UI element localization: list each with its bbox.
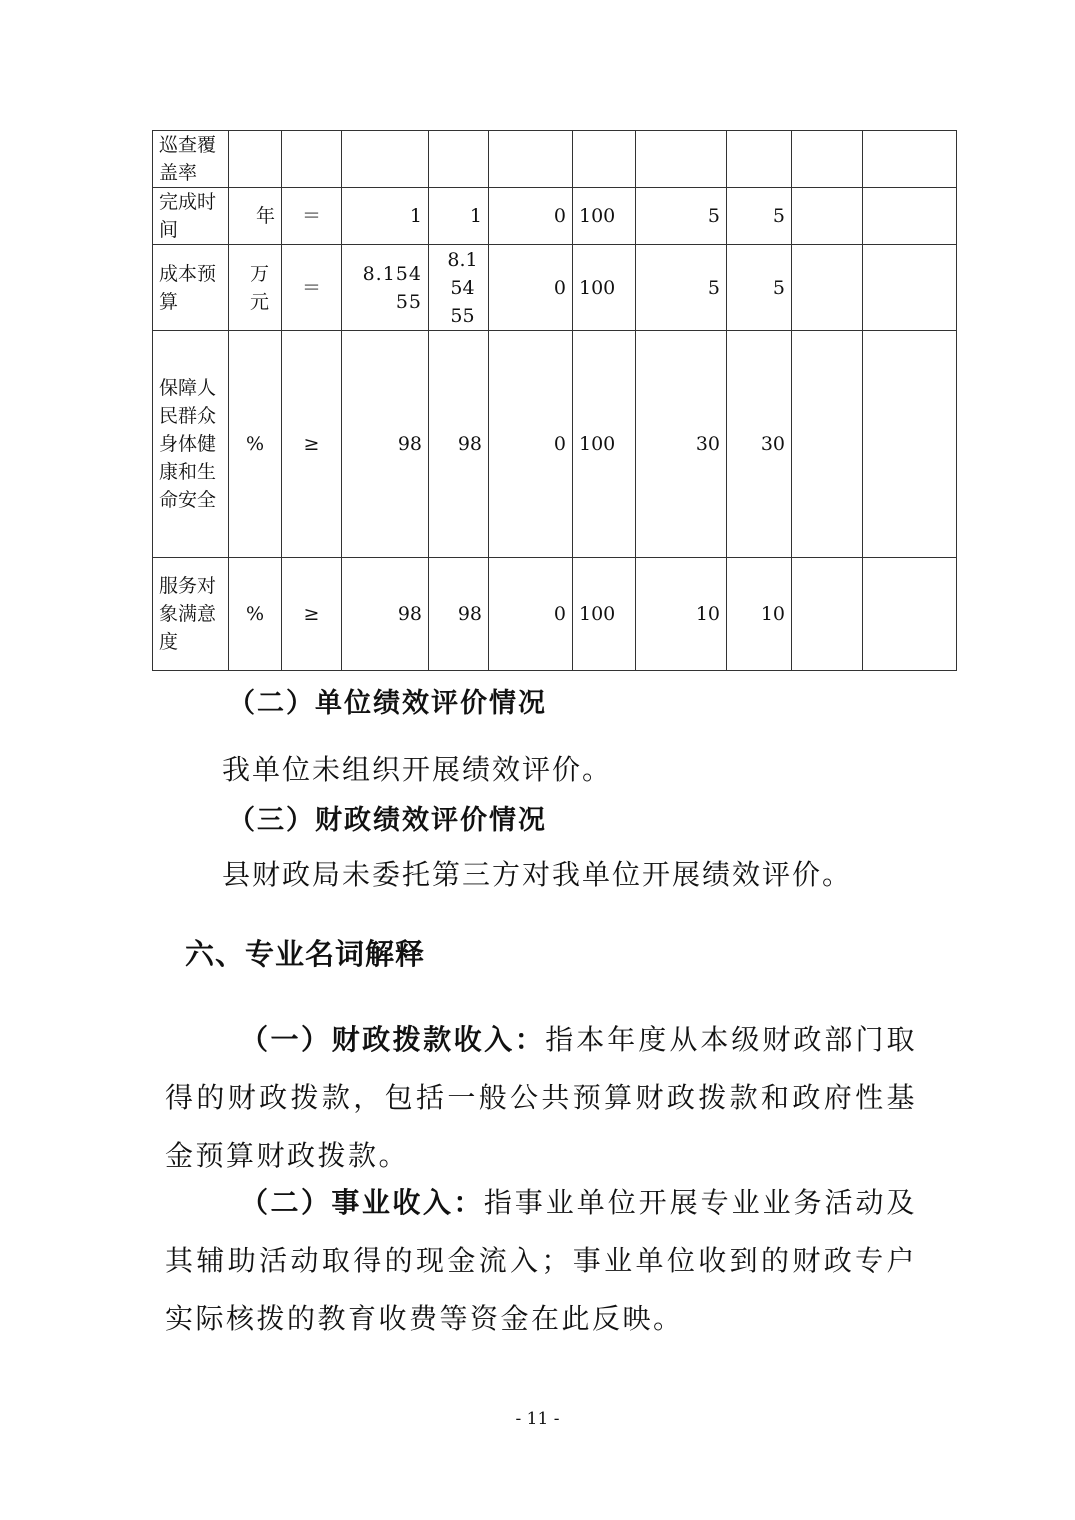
indicator-score-rate: 100	[573, 331, 636, 558]
terms-heading: 六、专业名词解释	[185, 937, 426, 971]
table-row	[153, 245, 957, 331]
indicator-note	[863, 558, 957, 671]
term-definition	[165, 1011, 917, 1185]
indicator-unit: 年	[229, 188, 282, 245]
indicator-deviation: 0	[489, 331, 573, 558]
indicator-note	[792, 131, 863, 188]
indicator-name: 巡查覆盖率	[153, 131, 229, 188]
unit-eval-text: 我单位未组织开展绩效评价。	[222, 753, 613, 786]
indicator-note	[792, 245, 863, 331]
indicator-actual	[429, 131, 489, 188]
page-number: - 11 -	[515, 1409, 560, 1429]
table-row	[153, 558, 957, 671]
indicator-note	[863, 131, 957, 188]
indicator-note	[792, 188, 863, 245]
finance-eval-heading: （三）财政绩效评价情况	[228, 805, 547, 836]
indicator-weight: 5	[636, 188, 727, 245]
indicator-target: 98	[342, 331, 429, 558]
indicator-target: 98	[342, 558, 429, 671]
indicator-actual: 1	[429, 188, 489, 245]
indicator-name: 保障人民群众身体健康和生命安全	[153, 331, 229, 558]
indicator-target	[342, 131, 429, 188]
indicator-unit: %	[229, 331, 282, 558]
indicator-note	[792, 331, 863, 558]
indicator-deviation: 0	[489, 558, 573, 671]
indicator-score: 30	[727, 331, 792, 558]
indicator-score: 5	[727, 188, 792, 245]
indicator-score-rate: 100	[573, 245, 636, 331]
indicator-note	[863, 188, 957, 245]
table-row	[153, 188, 957, 245]
indicator-score	[727, 131, 792, 188]
indicator-actual: 98	[429, 558, 489, 671]
indicator-target: 1	[342, 188, 429, 245]
indicator-operator: ≥	[282, 558, 342, 671]
indicator-note	[863, 331, 957, 558]
term-definition	[165, 1174, 917, 1348]
indicator-score-rate	[573, 131, 636, 188]
term-label: （一）财政拨款收入：	[240, 1023, 546, 1056]
indicator-name: 成本预算	[153, 245, 229, 331]
indicator-operator: ≥	[282, 331, 342, 558]
indicator-score: 10	[727, 558, 792, 671]
indicator-note	[792, 558, 863, 671]
indicator-operator: ＝	[282, 188, 342, 245]
indicator-note	[863, 245, 957, 331]
table-row	[153, 331, 957, 558]
indicator-unit: %	[229, 558, 282, 671]
indicator-score-rate: 100	[573, 558, 636, 671]
indicator-deviation: 0	[489, 245, 573, 331]
indicator-score-rate: 100	[573, 188, 636, 245]
indicator-unit: 万元	[229, 245, 282, 331]
indicator-score: 5	[727, 245, 792, 331]
indicator-operator: ＝	[282, 245, 342, 331]
indicator-weight	[636, 131, 727, 188]
finance-eval-text: 县财政局未委托第三方对我单位开展绩效评价。	[222, 858, 853, 891]
table-row	[153, 131, 957, 188]
indicator-operator	[282, 131, 342, 188]
term-text: 指本年度从本级财政部门取得的财政拨款，包括一般公共预算财政拨款和政府性基金预算财政拨款。	[165, 1023, 917, 1172]
term-label: （二）事业收入：	[240, 1186, 484, 1219]
performance-indicator-table	[152, 130, 957, 671]
indicator-actual: 8.15455	[429, 245, 489, 331]
indicator-name: 服务对象满意度	[153, 558, 229, 671]
indicator-deviation	[489, 131, 573, 188]
indicator-weight: 30	[636, 331, 727, 558]
indicator-actual: 98	[429, 331, 489, 558]
unit-eval-heading: （二）单位绩效评价情况	[228, 688, 547, 719]
indicator-name: 完成时间	[153, 188, 229, 245]
indicator-unit	[229, 131, 282, 188]
indicator-target: 8.15455	[342, 245, 429, 331]
indicator-deviation: 0	[489, 188, 573, 245]
term-text: 指事业单位开展专业业务活动及其辅助活动取得的现金流入；事业单位收到的财政专户实际核拨的教育收费等资金在此反映。	[165, 1186, 917, 1335]
indicator-weight: 5	[636, 245, 727, 331]
indicator-weight: 10	[636, 558, 727, 671]
